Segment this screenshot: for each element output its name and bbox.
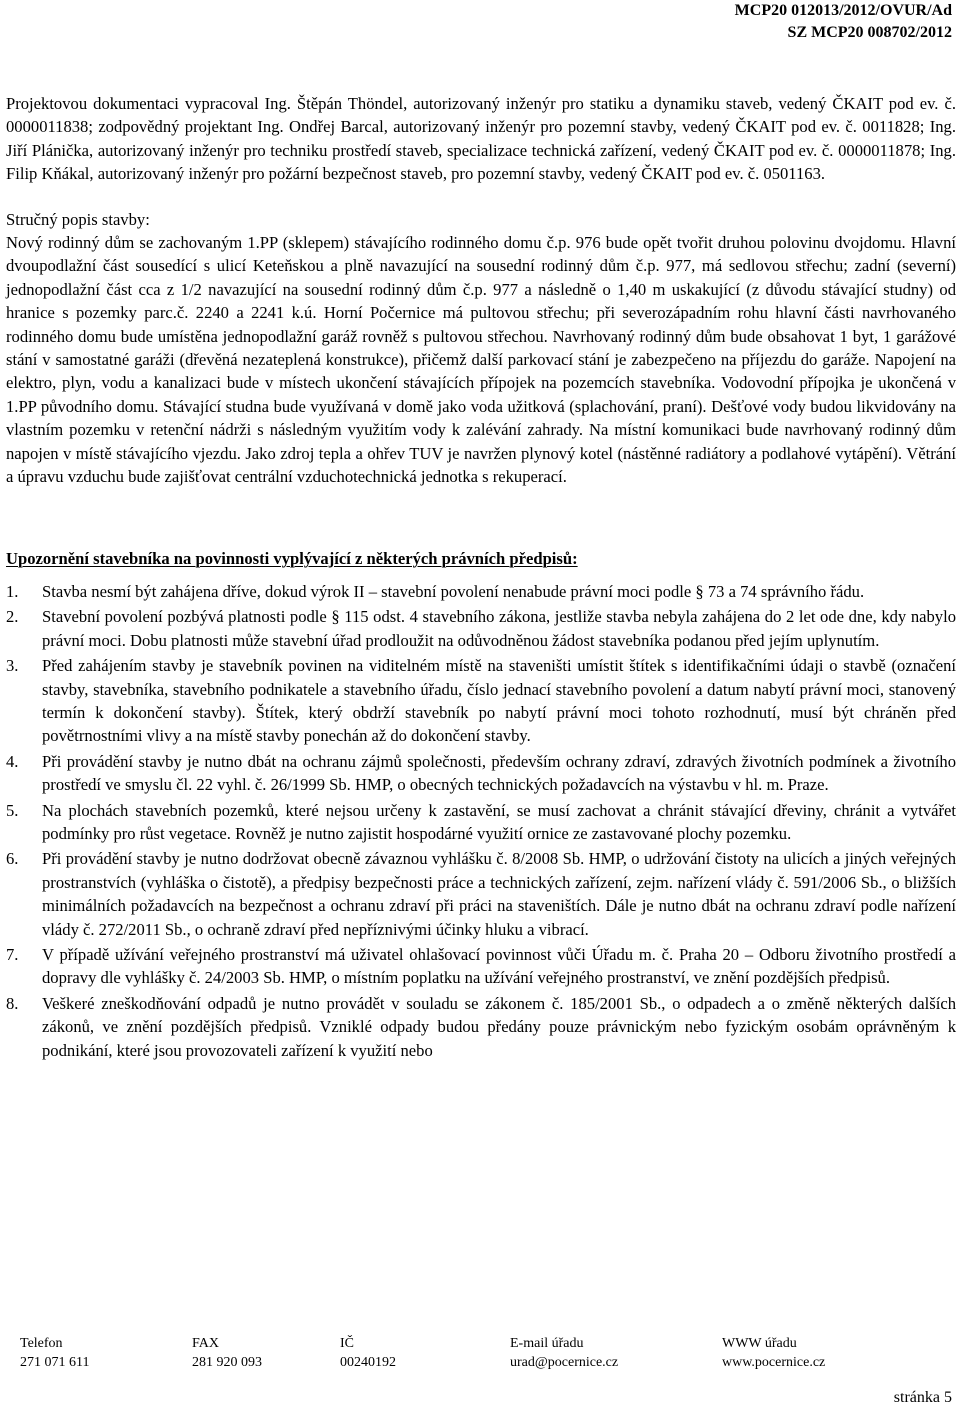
list-item <box>6 580 956 603</box>
page-number: stránka 5 <box>893 1389 952 1406</box>
reference-number-2: SZ MCP20 008702/2012 <box>787 24 952 41</box>
notice-heading: Upozornění stavebníka na povinnosti vyplývající z některých právních předpisů: <box>6 548 578 568</box>
web-value: www.pocernice.cz <box>722 1355 826 1370</box>
description-title: Stručný popis stavby: <box>6 209 150 229</box>
list-item <box>6 605 956 652</box>
item-text: Při provádění stavby je nutno dodržovat obecně závaznou vyhlášku č. 8/2008 Sb. HMP, o udržování čistoty na ulicích a jiných veřejných prostranstvích (vyhláška o čistotě), a předpisy bezpečnosti práce a technických zařízení, zejm. nařízení vlády č. 591/2006 Sb., o bližších minimálních požadavcích na bezpečnost a ochranu zdraví při práci na staveništích. Dále je nutno dbát na ochranu zdraví podle nařízení vlády č. 272/2011 Sb., o ochraně zdraví před nepříznivými účinky hluku a vibrací. <box>42 849 956 939</box>
list-item <box>6 799 956 846</box>
item-number: 8. <box>6 993 19 1013</box>
item-number: 4. <box>6 751 19 771</box>
footer-fax <box>192 1334 340 1372</box>
footer-phone <box>20 1334 192 1372</box>
reference-number-1: MCP20 012013/2012/OVUR/Ad <box>734 2 952 19</box>
item-text: Stavba nesmí být zahájena dříve, dokud výrok II – stavební povolení nenabude právní moci podle § 73 a 74 správního řádu. <box>42 581 865 601</box>
email-label: E-mail úřadu <box>510 1336 584 1351</box>
item-text: Na plochách stavebních pozemků, které nejsou určeny k zastavění, se musí zachovat a chránit stávající dřeviny, chránit a vytvářet podmínky pro růst vegetace. Rovněž je nutno zajistit hospodárné využití ornice ze zastavované plochy pozemku. <box>42 800 956 843</box>
item-number: 1. <box>6 581 19 601</box>
item-number: 7. <box>6 945 19 964</box>
footer-ic <box>340 1334 510 1372</box>
item-number: 3. <box>6 656 19 676</box>
footer-web <box>722 1334 922 1372</box>
web-label: WWW úřadu <box>722 1336 797 1351</box>
list-item <box>6 943 956 990</box>
notice-list <box>6 580 956 1062</box>
item-text: V případě užívání veřejného prostranství má uživatel ohlašovací povinnost vůči Úřadu m. č. Praha 20 – Odboru životního prostředí a dopravy dle vyhlášky č. 24/2003 Sb. HMP, o místním poplatku na užívání veřejného prostranství, ve znění pozdějších předpisů. <box>42 945 956 988</box>
item-text: Stavební povolení pozbývá platnosti podle § 115 odst. 4 stavebního zákona, jestliže stavba nebyla zahájena do 2 let ode dne, kdy nabylo právní moci. Dobu platnosti může stavební úřad prodloužit na odůvodněnou žádost stavebníka podanou před jejím uplynutím. <box>42 607 956 650</box>
item-number: 2. <box>6 607 19 627</box>
email-value: urad@pocernice.cz <box>510 1355 619 1370</box>
list-item <box>6 654 956 748</box>
document-reference <box>735 0 952 44</box>
fax-label: FAX <box>192 1336 219 1351</box>
item-number: 6. <box>6 849 19 869</box>
item-number: 5. <box>6 800 19 820</box>
document-body <box>6 92 956 1064</box>
list-item <box>6 750 956 797</box>
list-item <box>6 847 956 941</box>
fax-value: 281 920 093 <box>192 1355 262 1370</box>
item-text: Při provádění stavby je nutno dbát na ochranu zájmů společnosti, především ochrany zdraví, zdravých životních podmínek a životního prostředí ve smyslu čl. 22 vyhl. č. 26/1999 Sb. HMP, o obecných technických požadavcích na výstavbu v hl. m. Praze. <box>42 751 956 795</box>
item-text: Před zahájením stavby je stavebník povinen na viditelném místě na staveništi umístit štítek s identifikačními údaji o stavbě (označení stavby, stavebníka, stavebního podnikatele a stavebního úřadu, číslo jednací stavebního povolení a datum nabytí právní moci, stanovený termín k dokončení stavby). Štítek, který obdrží stavebník po nabytí právní moci tohoto rozhodnutí, musí být chráněn před povětrnostními vlivy a na místě stavby ponechán až do dokončení stavby. <box>42 656 956 746</box>
description-text: Nový rodinný dům se zachovaným 1.PP (sklepem) stávajícího rodinného domu č.p. 976 bude opět tvořit druhou polovinu dvojdomu. Hlavní dvoupodlažní část sousedící s ulicí Keteňskou a plně navazující na sousední rodinný dům č.p. 977, má sedlovou střechu; zadní (severní) jednopodlažní část cca z 1/2 navazující na sousední rodinný dům č.p. 977 a následně o 1,40 m uskakující (z důvodu stávající studny) od hranice s pozemky parc.č. 2240 a 2241 k.ú. Horní Počernice má pultovou střechu; při severozápadním rohu hlavní části navrhovaného rodinného domu bude umístěna jednopodlažní garáž rovněž s pultovou střechou. Navrhovaný rodinný dům bude obsahovat 1 byt, 1 garážové stání v samostatné garáži (dřevěná nezateplená konstrukce), přičemž další parkovací stání je zabezpečeno na příjezdu do garáže. Napojení na elektro, plyn, vodu a kanalizaci bude v místech ukončení stávajících přípojek na pozemcích stavebníka. Vodovodní přípojka je ukončená v 1.PP původního domu. Stávající studna bude využívaná v domě jako voda užitková (splachování, praní). Dešťové vody budou likvidovány na vlastním pozemku v retenční nádrži s následným využitím vody k zalévání zahrady. Na místní komunikaci bude navrhovaný rodinný dům napojen v místě stávajícího vjezdu. Jako zdroj tepla a ohřev TUV je navržen plynový kotel (nástěnné radiátory a podlahové vytápění). Větrání a úpravu vzduchu bude zajišťovat centrální vzduchotechnická jednotka s rekuperací. <box>6 233 956 487</box>
phone-label: Telefon <box>20 1336 63 1351</box>
footer-email <box>510 1334 722 1372</box>
page-footer <box>20 1334 940 1372</box>
ic-value: 00240192 <box>340 1355 396 1370</box>
phone-value: 271 071 611 <box>20 1355 90 1370</box>
intro-paragraph: Projektovou dokumentaci vypracoval Ing. Štěpán Thöndel, autorizovaný inženýr pro statiku a dynamiku staveb, vedený ČKAIT pod ev. č. 0000011838; zodpovědný projektant Ing. Ondřej Barcal, autorizovaný inženýr pro pozemní stavby, vedený ČKAIT pod ev. č. 0011828; Ing. Jiří Plánička, autorizovaný inženýr pro techniku prostředí staveb, specializace technická zařízení, vedený ČKAIT pod ev. č. 0000011878; Ing. Filip Kňákal, autorizovaný inženýr pro požární bezpečnost staveb, pro pozemní stavby, vedený ČKAIT pod ev. č. 0501163. <box>6 94 956 184</box>
list-item <box>6 992 956 1062</box>
ic-label: IČ <box>340 1336 354 1351</box>
item-text: Veškeré zneškodňování odpadů je nutno provádět v souladu se zákonem č. 185/2001 Sb., o odpadech a o změně některých dalších zákonů, ve znění pozdějších předpisů. Vzniklé odpady budou předány pouze právnickým nebo fyzickým osobám oprávněným k podnikání, které jsou provozovateli zařízení k využití nebo <box>42 993 956 1060</box>
